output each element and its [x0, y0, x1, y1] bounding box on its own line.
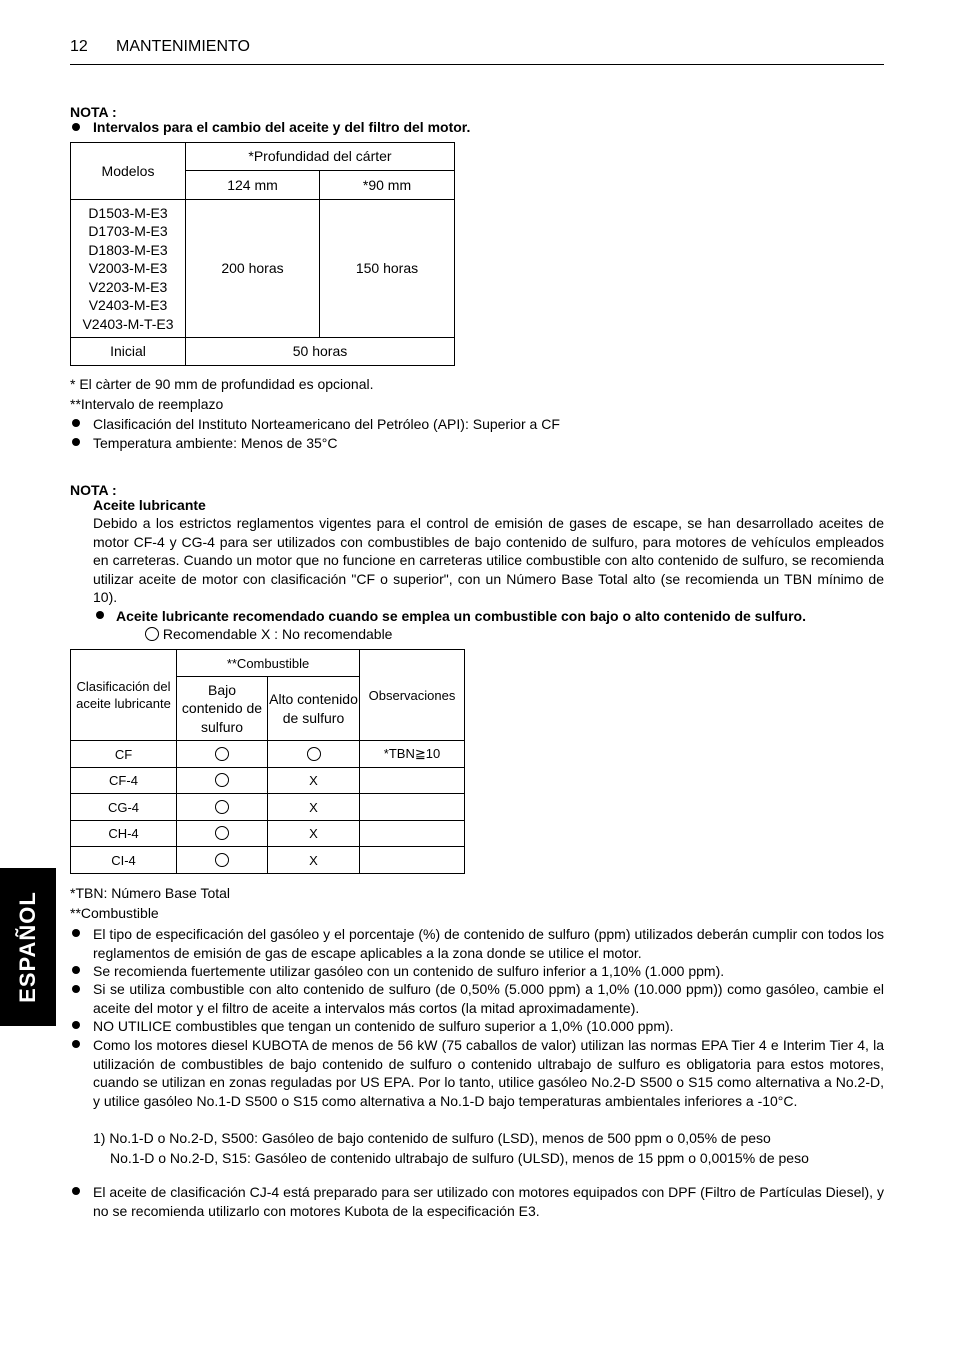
model-name: V2003-M-E3 [88, 260, 168, 277]
table-header-observations: Observaciones [360, 650, 465, 741]
table-header-class: Clasificación del aceite lubricante [71, 650, 177, 741]
oil-class: CF [71, 741, 177, 768]
oil-change-interval-table [70, 142, 455, 366]
table-row [71, 821, 465, 847]
table-header-90mm: *90 mm [320, 171, 455, 200]
bullet-icon [72, 438, 80, 446]
oil-class: CG-4 [71, 794, 177, 821]
interval-90mm: 150 horas [320, 200, 455, 338]
bullet-icon [72, 1187, 80, 1195]
table-header-fuel: **Combustible [177, 650, 360, 677]
page-number: 12 [70, 38, 88, 55]
recommended-circle-icon [215, 826, 229, 840]
table-header-depth: *Profundidad del cárter [186, 143, 455, 171]
recommended-circle-icon [215, 747, 229, 761]
bullet-icon [72, 985, 80, 993]
model-name: D1503-M-E3 [88, 204, 168, 221]
high-sulfur-mark: X [268, 821, 360, 847]
language-label: ESPAÑOL [15, 891, 40, 1003]
bullet-text: Se recomienda fuertemente utilizar gasóleo con un contenido de sulfuro inferior a 1,10% (1.000 ppm). [93, 963, 725, 979]
bullet-text: Aceite lubricante recomendado cuando se emplea un combustible con bajo o alto contenido de sulfuro. [116, 608, 806, 624]
table-header-high-sulfur: Alto contenido de sulfuro [268, 677, 360, 741]
recommended-circle-icon [215, 800, 229, 814]
legend-text: Recomendable X : No recomendable [162, 626, 393, 642]
interval-124mm: 200 horas [186, 200, 320, 338]
models-cell [71, 200, 186, 338]
footnote: **Combustible [70, 905, 159, 921]
bullet-text: Si se utiliza combustible con alto contenido de sulfuro (de 0,50% (5.000 ppm) a 1,0% (10.000 ppm)) como gasóleo, cambie el aceite del motor y el filtro de aceite a intervalos más cortos (la mitad aproximadamente). [93, 981, 884, 1016]
note-label: NOTA : [70, 104, 117, 120]
section-title: MANTENIMIENTO [116, 38, 250, 55]
model-name: V2403-M-T-E3 [82, 315, 174, 332]
lubricant-classification-table [70, 649, 465, 874]
table-header-124mm: 124 mm [186, 171, 320, 200]
bullet-icon [72, 419, 80, 427]
model-name: V2203-M-E3 [88, 278, 168, 295]
sub-note: 1) No.1-D o No.2-D, S500: Gasóleo de bajo contenido de sulfuro (LSD), menos de 500 ppm o 0,05% de peso [93, 1130, 771, 1146]
bullet-icon [72, 929, 80, 937]
model-name: V2403-M-E3 [88, 297, 168, 314]
bullet-text: Clasificación del Instituto Norteamericano del Petróleo (API): Superior a CF [93, 416, 560, 432]
bullet-text: El aceite de clasificación CJ-4 está preparado para ser utilizado con motores equipados con DPF (Filtro de Partículas Diesel), y no se recomienda utilizarlo con motores Kubota de la especificación E3. [93, 1184, 884, 1219]
legend [145, 625, 392, 643]
note-paragraph: Debido a los estrictos reglamentos vigentes para el control de emisión de gases de escape, se han desarrollado aceites de motor CF-4 y CG-4 para ser utilizados con combustibles de bajo contenido de sulfuro, para motores de vehículos empleados en carreteras. Cuando un motor que no funcione en carreteras utilice combustible con alto contenido de sulfuro, se recomienda utilizar aceite de motor con clasificación "CF o superior", con un Número Base Total alto (se recomienda un TBN mínimo de 10). [93, 515, 884, 605]
recommended-circle-icon [145, 627, 159, 641]
bullet-text: Temperatura ambiente: Menos de 35°C [93, 435, 338, 451]
recommended-circle-icon [215, 773, 229, 787]
recommended-circle-icon [307, 747, 321, 761]
model-name: D1703-M-E3 [88, 223, 168, 240]
observation [360, 847, 465, 874]
bullet-icon [72, 1021, 80, 1029]
footnote: **Intervalo de reemplazo [70, 396, 224, 412]
bullet-text: NO UTILICE combustibles que tengan un contenido de sulfuro superior a 1,0% (10.000 ppm). [93, 1018, 674, 1034]
high-sulfur-mark: X [268, 768, 360, 794]
bullet-icon [72, 966, 80, 974]
table-header-low-sulfur: Bajo contenido de sulfuro [177, 677, 268, 741]
high-sulfur-mark: X [268, 847, 360, 874]
table-header-models: Modelos [71, 143, 186, 200]
observation [360, 768, 465, 794]
bullet-icon [72, 1040, 80, 1048]
note-label: NOTA : [70, 482, 117, 498]
page-header [70, 38, 884, 65]
initial-value: 50 horas [186, 338, 455, 366]
observation: *TBN≧10 [360, 741, 465, 768]
oil-class: CI-4 [71, 847, 177, 874]
observation [360, 794, 465, 821]
footnote: *TBN: Número Base Total [70, 885, 231, 901]
oil-class: CF-4 [71, 768, 177, 794]
initial-label: Inicial [71, 338, 186, 366]
bullet-text: Como los motores diesel KUBOTA de menos de 56 kW (75 caballos de valor) utilizan las normas EPA Tier 4 e Interim Tier 4, la utilización de combustibles de bajo contenido de sulfuro o contenido ultrabajo de sulfuro es obligatoria para estos motores, cuando se utilizan en zonas reguladas por US EPA. Por lo tanto, utilice gasóleo No.2-D S500 o S15 como alternativa a No.2-D, y utilice gasóleo No.1-D S500 o S15 como alternativa a No.1-D bajo temperaturas ambientales inferiores a -10°C. [93, 1037, 884, 1109]
table-row [71, 768, 465, 794]
table-row [71, 794, 465, 821]
footnote: * El càrter de 90 mm de profundidad es opcional. [70, 376, 374, 392]
model-name: D1803-M-E3 [88, 241, 168, 258]
note-heading: Aceite lubricante [93, 497, 206, 513]
table-row [71, 847, 465, 874]
table-row [71, 741, 465, 768]
bullet-icon [72, 123, 80, 131]
observation [360, 821, 465, 847]
bullet-icon [96, 611, 104, 619]
oil-class: CH-4 [71, 821, 177, 847]
language-side-tab [0, 868, 56, 1026]
note-bullet-text: Intervalos para el cambio del aceite y del filtro del motor. [93, 119, 471, 135]
sub-note: No.1-D o No.2-D, S15: Gasóleo de contenido ultrabajo de sulfuro (ULSD), menos de 15 ppm o 0,0015% de peso [110, 1150, 809, 1166]
recommended-circle-icon [215, 853, 229, 867]
bullet-text: El tipo de especificación del gasóleo y el porcentaje (%) de contenido de sulfuro (ppm) utilizados deberán cumplir con todos los reglamentos de emisión de gas de escape aplicables a la zona donde se utilice el motor. [93, 926, 884, 961]
high-sulfur-mark: X [268, 794, 360, 821]
